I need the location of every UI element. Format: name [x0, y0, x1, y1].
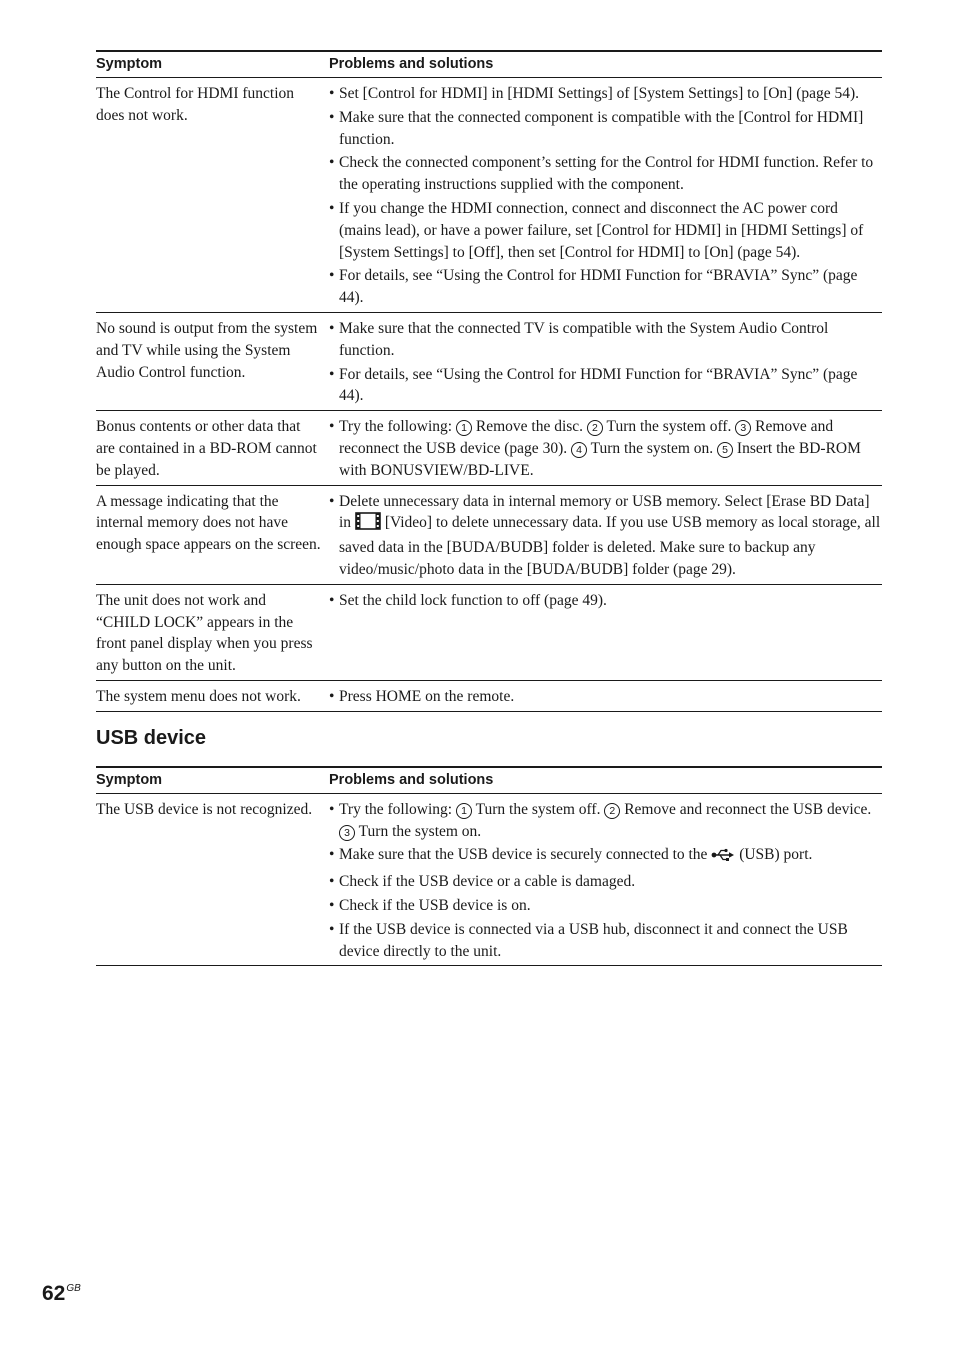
- solution-item: • For details, see “Using the Control for HDMI Function for “BRAVIA” Sync” (page 44).: [329, 365, 858, 405]
- table-row: [96, 680, 882, 711]
- symptom-cell: The system menu does not work.: [96, 680, 329, 711]
- film-icon: [355, 512, 381, 537]
- table-row: [96, 312, 882, 410]
- solution-item: • Check if the USB device is on.: [329, 896, 531, 914]
- solution-item: • Make sure that the connected component is compatible with the [Control for HDMI] function.: [329, 108, 864, 148]
- table-header: [96, 767, 882, 794]
- symptom-cell: Bonus contents or other data that are contained in a BD-ROM cannot be played.: [96, 411, 329, 485]
- table-row: [96, 411, 882, 485]
- solutions-cell: [329, 584, 882, 680]
- solution-item: • Make sure that the USB device is securely connected to the (USB) port.: [329, 844, 882, 869]
- symptom-cell: The unit does not work and “CHILD LOCK” appears in the front panel display when you press any button on the unit.: [96, 584, 329, 680]
- solution-item: • If the USB device is connected via a USB hub, disconnect it and connect the USB device directly to the unit.: [329, 920, 848, 960]
- step-number: 4: [571, 442, 587, 458]
- step-number: 1: [456, 803, 472, 819]
- solution-item: • For details, see “Using the Control for HDMI Function for “BRAVIA” Sync” (page 44).: [329, 267, 858, 307]
- table-row: [96, 78, 882, 313]
- solution-item: • Set the child lock function to off (page 49).: [329, 591, 607, 609]
- solution-item: • Check if the USB device or a cable is damaged.: [329, 873, 636, 891]
- usb-icon: [711, 847, 735, 869]
- table-header: [96, 51, 882, 78]
- solution-item: • Try the following: 1 Turn the system off. 2 Remove and reconnect the USB device. 3 Turn the system on.: [329, 800, 872, 840]
- solutions-cell: [329, 78, 882, 313]
- step-number: 2: [587, 420, 603, 436]
- solutions-cell: [329, 312, 882, 410]
- symptom-cell: No sound is output from the system and TV while using the System Audio Control function.: [96, 312, 329, 410]
- table-row: [96, 584, 882, 680]
- solution-item: • Make sure that the connected TV is compatible with the System Audio Control function.: [329, 319, 829, 359]
- step-number: 3: [735, 420, 751, 436]
- solutions-cell: [329, 485, 882, 584]
- region-code: GB: [66, 1283, 81, 1294]
- step-number: 3: [339, 825, 355, 841]
- solution-item: • Set [Control for HDMI] in [HDMI Settings] of [System Settings] to [On] (page 54).: [329, 85, 860, 102]
- table-row: [96, 793, 882, 966]
- solution-item: • Check the connected component’s setting for the Control for HDMI function. Refer to the operating instructions supplied with the component.: [329, 154, 874, 194]
- solutions-cell: [329, 411, 882, 485]
- step-number: 5: [717, 442, 733, 458]
- symptom-cell: The USB device is not recognized.: [96, 793, 329, 966]
- page-number: $62^{GB}$: [42, 1282, 81, 1305]
- header-symptom: Symptom: [96, 767, 329, 794]
- page-content: [96, 50, 882, 966]
- solution-item: • Press HOME on the remote.: [329, 687, 515, 705]
- solution-item: • Try the following: 1 Remove the disc. 2 Turn the system off. 3 Remove and reconnect the USB device (page 30). 4 Turn the system on. 5 Insert the BD-ROM with BONUSVIEW/BD-LIVE.: [329, 418, 861, 479]
- step-number: 2: [604, 803, 620, 819]
- symptom-cell: The Control for HDMI function does not work.: [96, 78, 329, 313]
- solution-item: • Delete unnecessary data in internal memory or USB memory. Select [Erase BD Data] in [Video] to delete unnecessary data. If you use USB memory as local storage, all saved data in the [BUDA/BUDB] folder is deleted. Make sure to backup any video/music/photo data in the [BUDA/BUDB] folder (page 29).: [329, 492, 881, 578]
- header-symptom: Symptom: [96, 51, 329, 78]
- troubleshooting-table: [96, 50, 882, 712]
- header-solutions: Problems and solutions: [329, 51, 882, 78]
- header-solutions: Problems and solutions: [329, 767, 882, 794]
- solutions-cell: [329, 680, 882, 711]
- section-heading-usb: USB device: [96, 726, 207, 749]
- usb-troubleshooting-table: [96, 766, 882, 967]
- table-row: [96, 485, 882, 584]
- solutions-cell: [329, 793, 882, 966]
- solution-item: • If you change the HDMI connection, connect and disconnect the AC power cord (mains lead), or have a power failure, set [Control for HDMI] in [HDMI Settings] of [System Settings] to [Off], then set [Control for HDMI] to [On] (page 54).: [329, 199, 864, 261]
- symptom-cell: A message indicating that the internal memory does not have enough space appears on the screen.: [96, 485, 329, 584]
- step-number: 1: [456, 420, 472, 436]
